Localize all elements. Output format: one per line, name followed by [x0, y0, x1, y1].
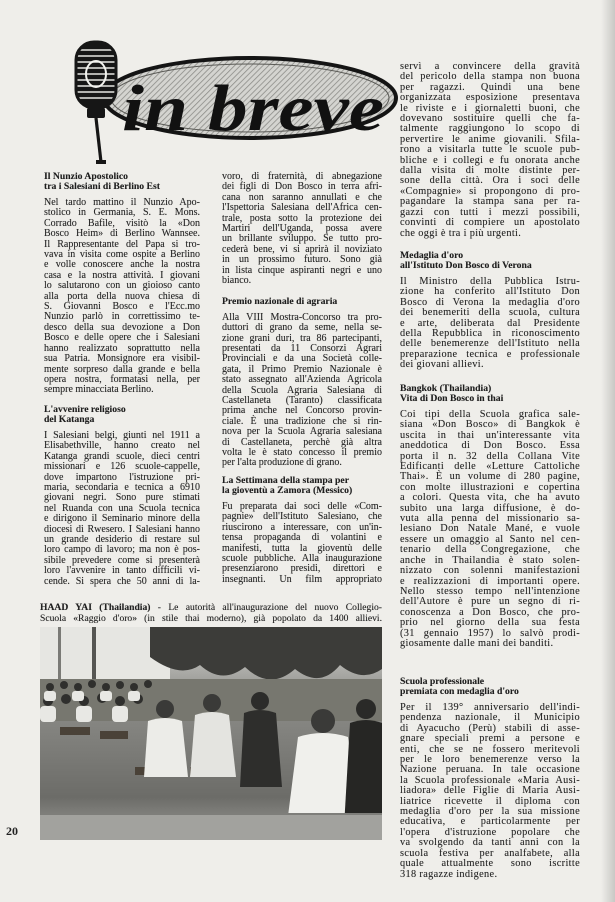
- text-line: di Castellaneta, perchè già altra: [222, 436, 382, 448]
- logo-title: in breve: [122, 72, 384, 145]
- article-bangkok: [400, 384, 580, 649]
- text-line: giosamente dalle mani dei banditi.: [400, 637, 554, 649]
- text-line: lo salutarono con un gioioso canto: [44, 280, 200, 292]
- article-scuola-professionale: [400, 677, 580, 880]
- text-line: stato assegnato all'Azienda Agricola: [222, 374, 382, 386]
- text-line: Elisabethville, hanno creato nel: [44, 440, 200, 452]
- text-line: insegnanti. Un film appropriato: [222, 573, 382, 585]
- text-line: missionari e 126 scuole-cappelle,: [44, 461, 200, 473]
- text-line: con molte illustrazioni e copertina: [400, 481, 580, 493]
- text-line: cederà bene, vi si aprirà il noviziato: [222, 243, 382, 255]
- text-line: conoscenza a Don Bosco, che pro-: [400, 606, 580, 618]
- text-line: sone della città. Ora i soci delle: [400, 175, 580, 187]
- page-number: 20: [6, 824, 18, 838]
- text-line: Il Rappresentante del Papa si tro-: [44, 238, 200, 250]
- text-line: prima anche nel Concorso provin-: [222, 405, 382, 417]
- text-line: I Salesiani belgi, giunti nel 1911 a: [44, 430, 200, 441]
- text-line: un brillante sviluppo. Se tutto pro-: [222, 233, 382, 245]
- caption-line: [40, 603, 382, 614]
- text-line: che oggi è tra i più urgenti.: [400, 227, 522, 239]
- article-heading: [400, 384, 580, 404]
- article-heading: [44, 172, 200, 192]
- text-line: opera nostra, formatasi nella, per: [44, 373, 200, 385]
- article-body: [222, 502, 382, 585]
- text-line: Bosco di Verona la medaglia d'oro: [400, 296, 580, 308]
- text-line: a colori. Questa vita, che ha avuto: [400, 492, 580, 504]
- text-line: cende. Si spera che 50 anni di la-: [44, 575, 200, 587]
- text-line: manifesti, tutta la gioventù delle: [222, 542, 382, 554]
- article-katanga: [44, 405, 200, 587]
- text-line: mente sorpreso dalla grande e bella: [44, 363, 200, 375]
- article-settimana-stampa-continued: [400, 62, 580, 239]
- text-line: enti, che se ne fossero meritevoli: [400, 743, 580, 755]
- text-line: per l'alta produzione di grano.: [222, 457, 342, 469]
- text-line: Edificanti delle «Letture Cattoliche: [400, 461, 580, 473]
- text-line: giovani negri. Sono pure stimati: [44, 492, 200, 504]
- text-line: gata, il Primo Premio Nazionale è: [222, 363, 382, 375]
- text-line: dei giovani allievi.: [400, 359, 484, 371]
- heading-line: Premio nazionale di agraria: [222, 296, 338, 307]
- article-body: [44, 198, 200, 396]
- photo-inauguration: [40, 627, 382, 840]
- text-line: desco della sua devozione a Don: [44, 321, 200, 333]
- text-line: della Scuola Agraria Salesiana di: [222, 384, 382, 396]
- text-line: nizzato con solenni manifestazioni: [400, 565, 580, 577]
- text-line: liadora» delle Figlie di Maria Ausi-: [400, 785, 580, 797]
- text-line: alla porta della nuova chiesa di: [44, 290, 200, 302]
- text-line: diocesi di Rwesero. I Salesiani hanno: [44, 523, 200, 535]
- text-line: prio nel giorno della sua festa: [400, 617, 580, 629]
- text-line: loro campo di lavoro; ma non è pos-: [44, 544, 200, 556]
- text-line: pervertire le anime giovanili. Sfila-: [400, 133, 580, 145]
- text-line: Nazione peruana. In tale occasione: [400, 764, 580, 776]
- text-line: preparazione tecnica e professionale: [400, 348, 580, 360]
- text-line: sua Patria. Monsignore era visibil-: [44, 353, 200, 365]
- article-heading: [222, 476, 382, 496]
- text-line: trale, posta sotto la protezione dei: [222, 212, 382, 224]
- in-breve-logo: [60, 36, 405, 171]
- heading-line: Medaglia d'oro: [400, 250, 464, 261]
- text-line: volta le è stato concesso il premio: [222, 447, 382, 459]
- text-line: gnare speciali premi a persone e: [400, 733, 580, 745]
- text-line: servì a convincere della gravità: [400, 61, 580, 72]
- text-line: medaglia d'oro per la sua missione: [400, 806, 580, 818]
- heading-line: del Katanga: [44, 414, 95, 426]
- text-line: sibile prevedere come si presenterà: [44, 554, 200, 566]
- text-line: Nunzio parlò in correttissimo te-: [44, 311, 200, 323]
- text-line: del pericolo della stampa non buona: [400, 71, 580, 83]
- text-line: scuola festiva per analfabete, alla: [400, 847, 580, 859]
- text-line: Alla VIII Mostra-Concorso tra pro-: [222, 311, 382, 323]
- photo-caption: [40, 603, 382, 624]
- article-nunzio-berlino: [44, 172, 200, 396]
- text-line: Martiri dell'Uganda, possa avere: [222, 223, 382, 235]
- text-line: dalla visita di molte distinte per-: [400, 165, 580, 177]
- text-line: l'opera d'istruzione popolare che: [400, 826, 580, 838]
- text-line: dei benemeriti della scuola, cultura: [400, 307, 580, 319]
- text-line: ciale. È una tradizione che si rin-: [222, 415, 382, 427]
- text-line: gazzi con tutti i mezzi possibili,: [400, 206, 580, 218]
- text-line: e realizzazioni di importanti opere.: [400, 575, 580, 587]
- text-line: delle benemerenze dell'Istituto nella: [400, 338, 580, 350]
- article-body: [400, 410, 580, 649]
- text-line: uscita in thai un'interessante vita: [400, 429, 580, 441]
- text-line: Fu preparata dai soci delle «Com-: [222, 501, 382, 512]
- text-line: cana non saranno annullati e che: [222, 191, 382, 203]
- article-body: [400, 62, 580, 239]
- text-line: 318 ragazze indigene.: [400, 868, 498, 880]
- heading-line: Bangkok (Thailandia): [400, 383, 492, 394]
- text-line: (31 gennaio 1957) lo salvò prodi-: [400, 627, 580, 639]
- text-line: Castellaneta (Taranto) classificata: [222, 395, 382, 407]
- text-line: convinti di compiere un apostolato: [400, 217, 580, 229]
- text-line: presentati da 11 Consorzi Agrari: [222, 343, 382, 355]
- text-line: e arte, deliberata dal Presidente: [400, 317, 580, 329]
- text-line: Per il 139° anniversario dell'indi-: [400, 702, 580, 713]
- text-line: bianco.: [222, 275, 252, 287]
- heading-line: Il Nunzio Apostolico: [44, 171, 128, 182]
- text-line: dei figli di Don Bosco in terra afri-: [222, 181, 382, 193]
- text-line: in lista cinque aspiranti negri e uno: [222, 264, 382, 276]
- text-line: pagandare la stampa sana per ra-: [400, 196, 580, 208]
- caption-location: HAAD YAI (Thailandia): [40, 602, 151, 613]
- article-premio-agraria: [222, 297, 382, 469]
- caption-line: Scuola «Raggio d'oro» (in stile thai moderno), già popolato da 1400 allievi.: [40, 612, 382, 624]
- text-line: va svolgendo da tanti anni con la: [400, 837, 580, 849]
- text-line: educativa, e particolarmente per: [400, 816, 580, 828]
- text-line: riuscirono a interessare, con un'in-: [222, 521, 382, 533]
- article-body: [222, 313, 382, 469]
- text-line: duttori di grano da seme, nella se-: [222, 322, 382, 334]
- text-line: talmente raggiungono lo scopo di: [400, 123, 580, 135]
- text-line: presenziarono presidi, direttori e: [222, 563, 382, 575]
- text-line: in un prossimo futuro. Sono già: [222, 254, 382, 266]
- text-line: zione grani duri, tra 86 partecipanti,: [222, 332, 382, 344]
- text-line: S. Giovanni Bosco e l'Ecc.mo: [44, 301, 200, 313]
- heading-line: all'Istituto Don Bosco di Verona: [400, 260, 532, 272]
- text-line: quale attualmente sono iscritte: [400, 858, 580, 870]
- text-line: liatrice ricevette il diploma con: [400, 795, 580, 807]
- text-line: per ragazzi. Quindi una bene: [400, 81, 580, 93]
- text-line: un grande desiderio di restare sul: [44, 534, 200, 546]
- text-line: Thai». È un volume di 280 pagine,: [400, 471, 580, 483]
- text-line: della Repubblica in riconoscimento: [400, 328, 580, 340]
- text-line: subito una larga diffusione, è do-: [400, 502, 580, 514]
- article-katanga-continued: [222, 172, 382, 286]
- text-line: nel Ruanda con una Scuola tecnica: [44, 502, 200, 514]
- text-line: l'Ispettoria Salesiana dell'Africa cen-: [222, 202, 382, 214]
- text-line: siana «Don Bosco» di Bangkok è: [400, 419, 580, 431]
- text-line: vava in visita come ospite a Berlino: [44, 249, 200, 261]
- text-line: anche in Thailandia è stato solen-: [400, 554, 580, 566]
- microphone-icon: [74, 42, 118, 164]
- text-line: le riviste e i giornaletti buoni, che: [400, 102, 580, 114]
- text-line: loro l'avvenire in tanto difficili vi-: [44, 565, 200, 577]
- text-line: rono a visitarla tutte le scuole pub-: [400, 144, 580, 156]
- heading-line: Scuola professionale: [400, 676, 485, 687]
- article-medaglia-verona: [400, 251, 580, 371]
- text-line: Provinciali e da una Società colle-: [222, 353, 382, 365]
- text-line: Bosco Heim» di Berlino Wannsee.: [44, 228, 200, 240]
- text-line: vuta alla penna del missionario sa-: [400, 513, 580, 525]
- text-line: hanno realizzato soprattutto nella: [44, 342, 200, 354]
- text-line: casa e la nostra attività. I giovani: [44, 269, 200, 281]
- text-line: essere un omaggio al Santo nel cen-: [400, 533, 580, 545]
- text-line: la Scuola professionale «Maria Ausi-: [400, 774, 580, 786]
- text-line: dove impartono l'istruzione pri-: [44, 471, 200, 483]
- text-line: dell'Autore è pure un segno di ri-: [400, 596, 580, 608]
- text-line: stolico in Germania, S. E. Mons.: [44, 207, 200, 219]
- article-heading: [222, 297, 382, 307]
- text-line: sempre minacciata Berlino.: [44, 384, 154, 396]
- text-line: Bosco e delle opere che i Salesiani: [44, 332, 200, 344]
- text-line: scuole pubbliche. Alla inaugurazione: [222, 553, 382, 565]
- text-line: dovevano sostituire quelli che fa-: [400, 113, 580, 125]
- text-line: di Ayacucho (Perù) stabilì di asse-: [400, 722, 580, 734]
- article-heading: [44, 405, 200, 425]
- text-line: voro, di fraternità, di abnegazione: [222, 171, 382, 182]
- text-line: tenario della Congregazione, che: [400, 544, 580, 556]
- text-line: per le loro benemerenze verso la: [400, 754, 580, 766]
- heading-line: premiata con medaglia d'oro: [400, 686, 519, 698]
- text-line: Nello stesso tempo nell'intenzione: [400, 585, 580, 597]
- text-line: organizzata esposizione presentava: [400, 92, 580, 104]
- heading-line: La Settimana della stampa per: [222, 475, 350, 486]
- text-line: e volle conoscere anche la nostra: [44, 259, 200, 271]
- heading-line: L'avvenire religioso: [44, 404, 126, 415]
- text-line: porta il n. 32 della Collana Vite: [400, 450, 580, 462]
- text-line: Katanga grandi scuole, dieci centri: [44, 450, 200, 462]
- heading-line: tra i Salesiani di Berlino Est: [44, 181, 160, 193]
- text-line: e dirigono il Seminario minore della: [44, 513, 200, 525]
- heading-line: Vita di Don Bosco in thai: [400, 393, 504, 405]
- article-heading: [400, 677, 580, 697]
- article-settimana-stampa: [222, 476, 382, 585]
- text-line: aneddotica di Don Bosco. Essa: [400, 440, 580, 452]
- text-line: pagnie» dell'Istituto Salesiano, che: [222, 511, 382, 523]
- caption-text: - Le autorità all'inaugurazione del nuovo Collegio-: [157, 602, 382, 613]
- text-line: tensa propaganda di volantini e: [222, 532, 382, 544]
- article-body: [222, 172, 382, 286]
- article-body: [400, 703, 580, 880]
- text-line: Nel tardo mattino il Nunzio Apo-: [44, 197, 200, 208]
- text-line: lesiano Don Natale Mané, e vuole: [400, 523, 580, 535]
- text-line: bliche e i collegi e fu onorata anche: [400, 154, 580, 166]
- text-line: «Compagnie» si propongono di pro-: [400, 185, 580, 197]
- text-line: nova per la Scuola Agraria salesiana: [222, 426, 382, 438]
- text-line: Coi tipi della Scuola grafica sale-: [400, 409, 580, 420]
- text-line: Corrado Bafile, visitò la «Don: [44, 217, 200, 229]
- text-line: maria, secondaria e tecnica a 6910: [44, 482, 200, 494]
- article-body: [400, 277, 580, 371]
- article-heading: [400, 251, 580, 271]
- article-body: [44, 431, 200, 587]
- text-line: Il Ministro della Pubblica Istru-: [400, 276, 580, 287]
- text-line: pendenza nazionale, il Municipio: [400, 712, 580, 724]
- heading-line: la gioventù a Zamora (Messico): [222, 485, 353, 497]
- text-line: zione ha conferito all'Istituto Don: [400, 286, 580, 298]
